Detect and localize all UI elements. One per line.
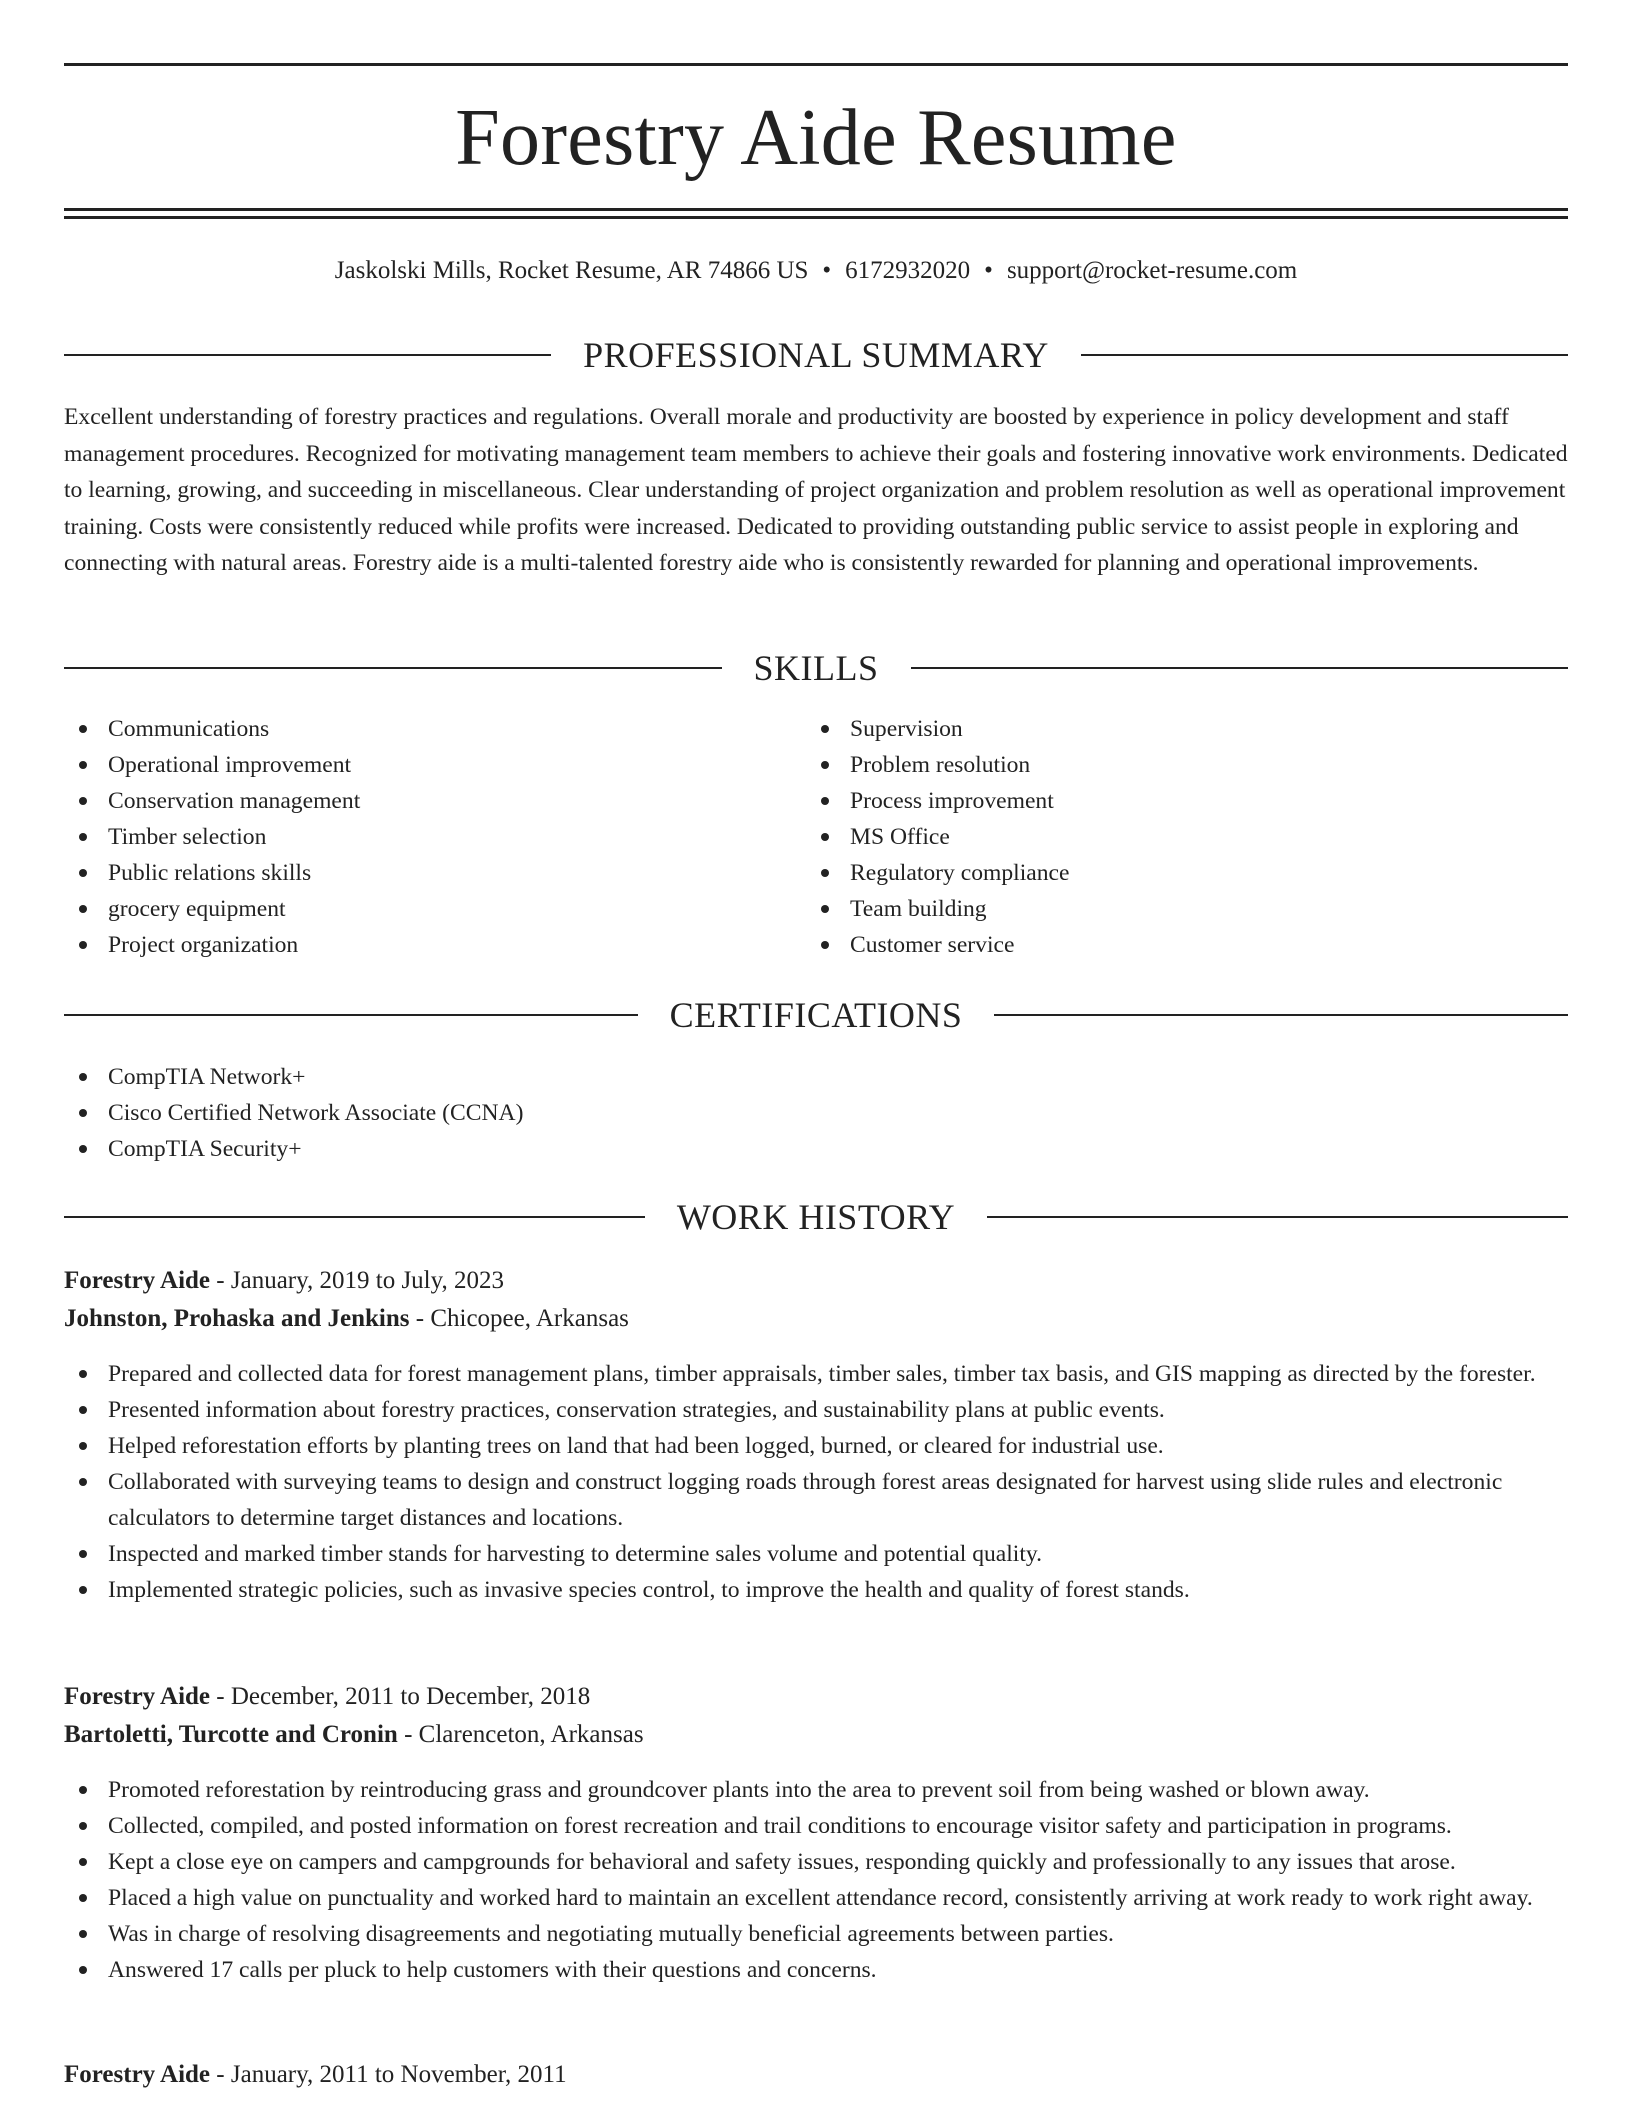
bullet-icon (821, 905, 829, 913)
list-item (64, 1772, 1568, 1808)
list-item (64, 927, 764, 963)
section-header-summary (64, 333, 1568, 377)
bullet-text: Collected, compiled, and posted information on forest recreation and trail conditions to encourage visitor safety and participation in programs. (108, 1813, 1452, 1839)
job-title-line: Forestry Aide - January, 2019 to July, 2023 (64, 1267, 504, 1294)
bullet-icon (79, 1073, 87, 1081)
divider (987, 1216, 1568, 1218)
divider (64, 667, 722, 669)
skill-text: Communications (108, 716, 270, 742)
bullet-text: Inspected and marked timber stands for harvesting to determine sales volume and potential quality. (108, 1541, 1043, 1567)
bullet-text: Prepared and collected data for forest management plans, timber appraisals, timber sales, timber tax basis, and GIS mapping as directed by the forester. (108, 1361, 1536, 1387)
bullet-text: Promoted reforestation by reintroducing grass and groundcover plants into the area to prevent soil from being washed or blown away. (108, 1777, 1370, 1803)
job-company: Bartoletti, Turcotte and Cronin (64, 1721, 398, 1748)
summary-paragraph: Excellent understanding of forestry practices and regulations. Overall morale and productivity are boosted by experience in policy development and staff management procedures. Recognized for motivating management team members to achieve their goals and fostering innovative work environments. Dedicated to learning, growing, and succeeding in miscellaneous. Clear understanding of project organization and problem resolution as well as operational improvement training. Costs were consistently reduced while profits were increased. Dedicated to providing outstanding public service to assist people in exploring and connecting with natural areas. Forestry aide is a multi-talented forestry aide who is consistently rewarded for planning and operational improvements. (64, 404, 1568, 576)
bullet-icon (79, 833, 87, 841)
list-item (64, 783, 764, 819)
bullet-icon (79, 797, 87, 805)
contact-phone: 6172932020 (845, 257, 971, 284)
bullet-icon (821, 761, 829, 769)
skill-text: MS Office (850, 824, 950, 850)
list-item (64, 1131, 1568, 1167)
list-item (806, 855, 1506, 891)
section-title: SKILLS (753, 648, 879, 688)
bullet-text: Presented information about forestry practices, conservation strategies, and sustainability plans at public events. (108, 1397, 1165, 1423)
contact-email: support@rocket-resume.com (1006, 257, 1298, 284)
list-item (806, 891, 1506, 927)
resume-title: Forestry Aide Resume (455, 94, 1177, 182)
contact-address: Jaskolski Mills, Rocket Resume, AR 74866 US (334, 257, 809, 284)
skills-list-left (64, 711, 764, 963)
section-title: CERTIFICATIONS (669, 995, 963, 1035)
bullet-icon (79, 869, 87, 877)
contact-line (64, 253, 1568, 289)
divider (994, 1014, 1568, 1016)
list-item (64, 711, 764, 747)
bullet-text: Answered 17 calls per pluck to help customers with their questions and concerns. (108, 1957, 877, 1983)
list-item (64, 1464, 1568, 1536)
bullet-icon (79, 725, 87, 733)
bullet-text: Implemented strategic policies, such as invasive species control, to improve the health and quality of forest stands. (108, 1577, 1190, 1603)
bullet-icon (821, 797, 829, 805)
job-company-line: Bartoletti, Turcotte and Cronin - Clarenceton, Arkansas (64, 1721, 644, 1748)
list-item (64, 1059, 1568, 1095)
list-item (64, 1916, 1568, 1952)
list-item (64, 1844, 1568, 1880)
bullet-icon (79, 1858, 87, 1866)
section-header-work-history (64, 1195, 1568, 1239)
job-title: Forestry Aide (64, 2061, 211, 2088)
job-title: Forestry Aide (64, 1267, 211, 1294)
bullet-icon (79, 1786, 87, 1794)
job-title: Forestry Aide (64, 1683, 211, 1710)
bullet-icon (79, 1966, 87, 1974)
list-item (64, 1880, 1568, 1916)
skill-text: Conservation management (108, 788, 361, 814)
skill-text: Timber selection (108, 824, 267, 850)
section-title: WORK HISTORY (676, 1197, 956, 1237)
list-item (64, 819, 764, 855)
list-item (64, 1428, 1568, 1464)
job-title-line: Forestry Aide - December, 2011 to December, 2018 (64, 1683, 591, 1710)
list-item (64, 747, 764, 783)
certification-text: CompTIA Security+ (108, 1136, 302, 1162)
list-item (806, 711, 1506, 747)
bullet-icon (821, 725, 829, 733)
bullet-icon (79, 1894, 87, 1902)
job-location: Chicopee, Arkansas (430, 1305, 629, 1332)
bullet-text: Was in charge of resolving disagreements and negotiating mutually beneficial agreements between parties. (108, 1921, 1114, 1947)
job-location: Clarenceton, Arkansas (418, 1721, 644, 1748)
job-title-line: Forestry Aide - January, 2011 to November, 2011 (64, 2061, 567, 2088)
bullet-icon (79, 1478, 87, 1486)
certification-text: Cisco Certified Network Associate (CCNA) (108, 1100, 524, 1126)
section-title: PROFESSIONAL SUMMARY (583, 335, 1049, 375)
divider (64, 1014, 638, 1016)
bullet-icon (821, 869, 829, 877)
list-item (64, 1095, 1568, 1131)
job-company: Johnston, Prohaska and Jenkins (64, 1305, 410, 1332)
job-company-line: Johnston, Prohaska and Jenkins - Chicopee, Arkansas (64, 1305, 629, 1332)
bullet-icon (79, 905, 87, 913)
bullet-icon (79, 1442, 87, 1450)
list-item (806, 747, 1506, 783)
bullet-icon (79, 1109, 87, 1117)
contact-separator: • (984, 257, 993, 284)
job-bullets (64, 1772, 1568, 1988)
bullet-icon (79, 1550, 87, 1558)
divider (1081, 354, 1568, 356)
bullet-icon (821, 941, 829, 949)
job-bullets (64, 1356, 1568, 1608)
list-item (64, 1392, 1568, 1428)
bullet-icon (79, 941, 87, 949)
divider (64, 354, 551, 356)
certifications-list (64, 1059, 1568, 1167)
list-item (806, 783, 1506, 819)
bullet-icon (79, 1406, 87, 1414)
bullet-text: Kept a close eye on campers and campgrounds for behavioral and safety issues, responding quickly and professionally to any issues that arose. (108, 1849, 1456, 1875)
bullet-text: Helped reforestation efforts by planting trees on land that had been logged, burned, or cleared for industrial use. (108, 1433, 1164, 1459)
list-item (64, 1952, 1568, 1988)
bullet-icon (79, 761, 87, 769)
list-item (64, 1572, 1568, 1608)
section-header-certifications (64, 993, 1568, 1037)
job-dates: January, 2019 to July, 2023 (230, 1267, 504, 1294)
skill-text: Process improvement (850, 788, 1054, 814)
divider (911, 667, 1569, 669)
skill-text: Customer service (850, 932, 1015, 958)
bullet-icon (821, 833, 829, 841)
bullet-icon (79, 1586, 87, 1594)
skill-text: Supervision (850, 716, 963, 742)
skill-text: Public relations skills (108, 860, 312, 886)
bullet-icon (79, 1930, 87, 1938)
skill-text: Project organization (108, 932, 299, 958)
bullet-text: Placed a high value on punctuality and worked hard to maintain an excellent attendance record, consistently arriving at work ready to work right away. (108, 1885, 1533, 1911)
job-dates: December, 2011 to December, 2018 (230, 1683, 591, 1710)
title-rule-lower (64, 216, 1568, 219)
title-rule-upper (64, 208, 1568, 211)
top-rule (64, 63, 1568, 66)
certification-text: CompTIA Network+ (108, 1064, 306, 1090)
list-item (64, 1356, 1568, 1392)
skill-text: Regulatory compliance (850, 860, 1070, 886)
skills-list-right (806, 711, 1506, 963)
bullet-icon (79, 1370, 87, 1378)
list-item (64, 891, 764, 927)
skill-text: grocery equipment (108, 896, 286, 922)
list-item (64, 1808, 1568, 1844)
skill-text: Operational improvement (108, 752, 352, 778)
divider (64, 1216, 645, 1218)
list-item (806, 927, 1506, 963)
skill-text: Team building (850, 896, 987, 922)
list-item (806, 819, 1506, 855)
bullet-icon (79, 1822, 87, 1830)
contact-separator: • (822, 257, 832, 284)
skill-text: Problem resolution (850, 752, 1031, 778)
bullet-text: Collaborated with surveying teams to design and construct logging roads through forest areas designated for harvest using slide rules and electronic calculators to determine target distances and locations. (108, 1469, 1503, 1531)
job-dates: January, 2011 to November, 2011 (230, 2061, 567, 2088)
list-item (64, 855, 764, 891)
section-header-skills (64, 646, 1568, 690)
list-item (64, 1536, 1568, 1572)
bullet-icon (79, 1145, 87, 1153)
